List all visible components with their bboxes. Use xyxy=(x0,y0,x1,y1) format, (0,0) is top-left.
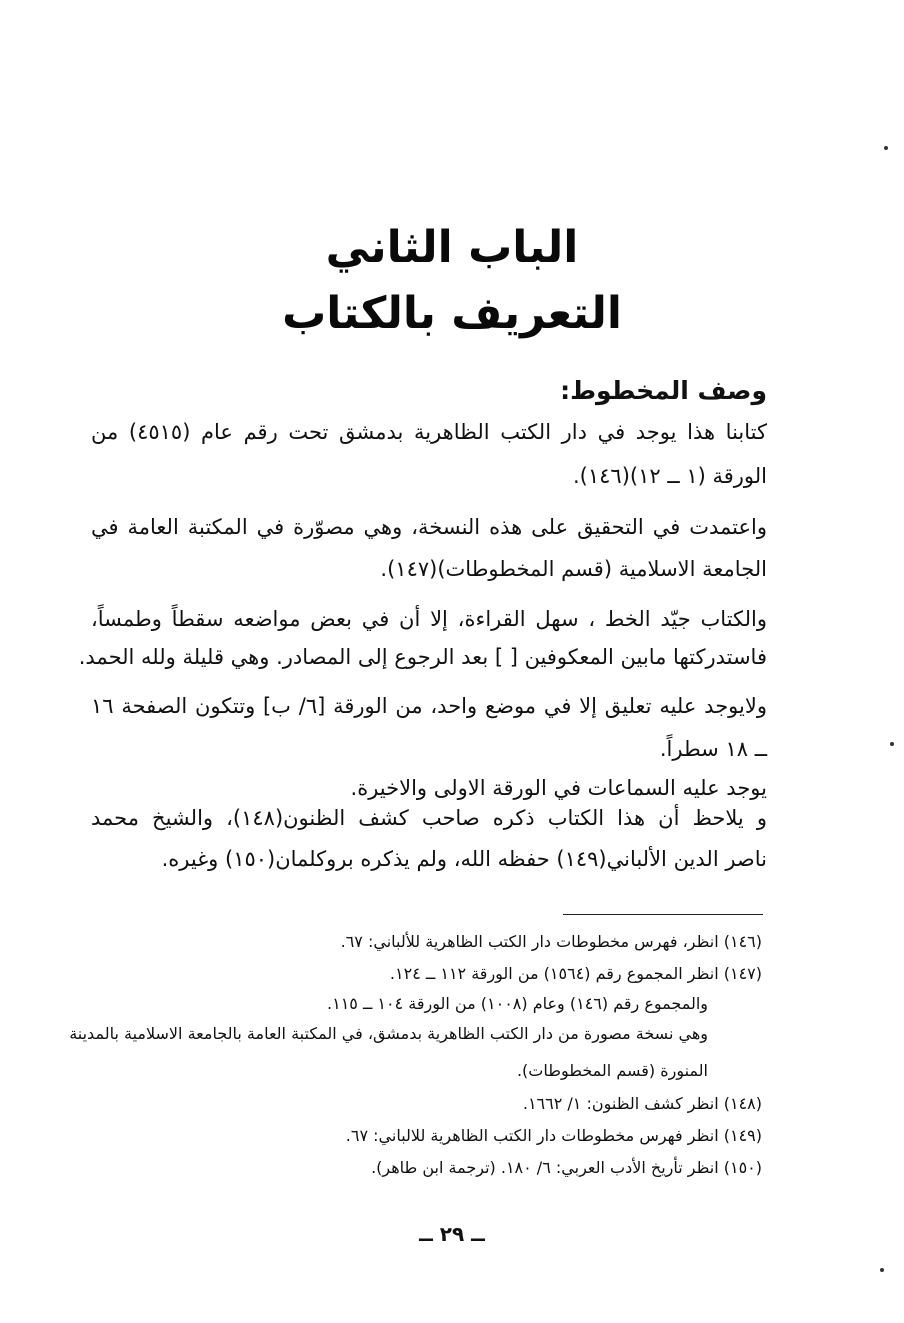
scan-speck xyxy=(890,742,894,746)
footnote: (١٤٧) انظر المجموع رقم (١٥٦٤) من الورقة ١١٢ ــ ١٢٤. xyxy=(389,964,762,983)
body-line: و يلاحظ أن هذا الكتاب ذكره صاحب كشف الظنون(١٤٨)، والشيخ محمد xyxy=(91,806,767,830)
body-line: ــ ١٨ سطراً. xyxy=(659,737,767,761)
scan-speck xyxy=(880,1268,884,1272)
footnote: (١٥٠) انظر تأريخ الأدب العربي: ٦/ ١٨٠. (ترجمة ابن طاهر). xyxy=(371,1158,762,1177)
body-line: ولايوجد عليه تعليق إلا في موضع واحد، من الورقة [٦/ ب] وتتكون الصفحة ١٦ xyxy=(91,694,767,718)
body-line: الجامعة الاسلامية (قسم المخطوطات)(١٤٧). xyxy=(380,557,767,581)
footnote: (١٤٨) انظر كشف الظنون: ١/ ١٦٦٢. xyxy=(522,1094,762,1113)
footnote: (١٤٩) انظر فهرس مخطوطات دار الكتب الظاهرية للالباني: ٦٧. xyxy=(345,1126,762,1145)
section-heading: وصف المخطوط: xyxy=(560,376,767,405)
body-line: الورقة (١ ــ ١٢)(١٤٦). xyxy=(573,464,767,488)
chapter-title: الباب الثاني xyxy=(325,222,579,273)
scan-speck xyxy=(884,146,888,150)
body-line: يوجد عليه السماعات في الورقة الاولى والاخيرة. xyxy=(350,776,767,800)
footnote: المنورة (قسم المخطوطات). xyxy=(516,1061,708,1080)
body-line: واعتمدت في التحقيق على هذه النسخة، وهي مصوّرة في المكتبة العامة في xyxy=(91,515,767,539)
body-line: كتابنا هذا يوجد في دار الكتب الظاهرية بدمشق تحت رقم عام (٤٥١٥) من xyxy=(91,420,767,444)
footnote: (١٤٦) انظر، فهرس مخطوطات دار الكتب الظاهرية للألباني: ٦٧. xyxy=(340,932,762,951)
footnote: والمجموع رقم (١٤٦) وعام (١٠٠٨) من الورقة ١٠٤ ــ ١١٥. xyxy=(327,994,708,1013)
body-line: ناصر الدين الألباني(١٤٩) حفظه الله، ولم يذكره بروكلمان(١٥٠) وغيره. xyxy=(161,847,767,871)
footnote: وهي نسخة مصورة من دار الكتب الظاهرية بدمشق، في المكتبة العامة بالجامعة الاسلامية بالمدينة xyxy=(69,1024,708,1043)
body-line: فاستدركتها مابين المعكوفين [ ] بعد الرجوع إلى المصادر. وهي قليلة ولله الحمد. xyxy=(78,645,767,669)
page-number: ــ ٢٩ ــ xyxy=(419,1222,485,1246)
body-line: والكتاب جيّد الخط ، سهل القراءة، إلا أن في بعض مواضعه سقطاً وطمساً، xyxy=(91,607,767,631)
footnote-separator xyxy=(563,914,763,915)
chapter-subtitle: التعريف بالكتاب xyxy=(282,288,622,339)
